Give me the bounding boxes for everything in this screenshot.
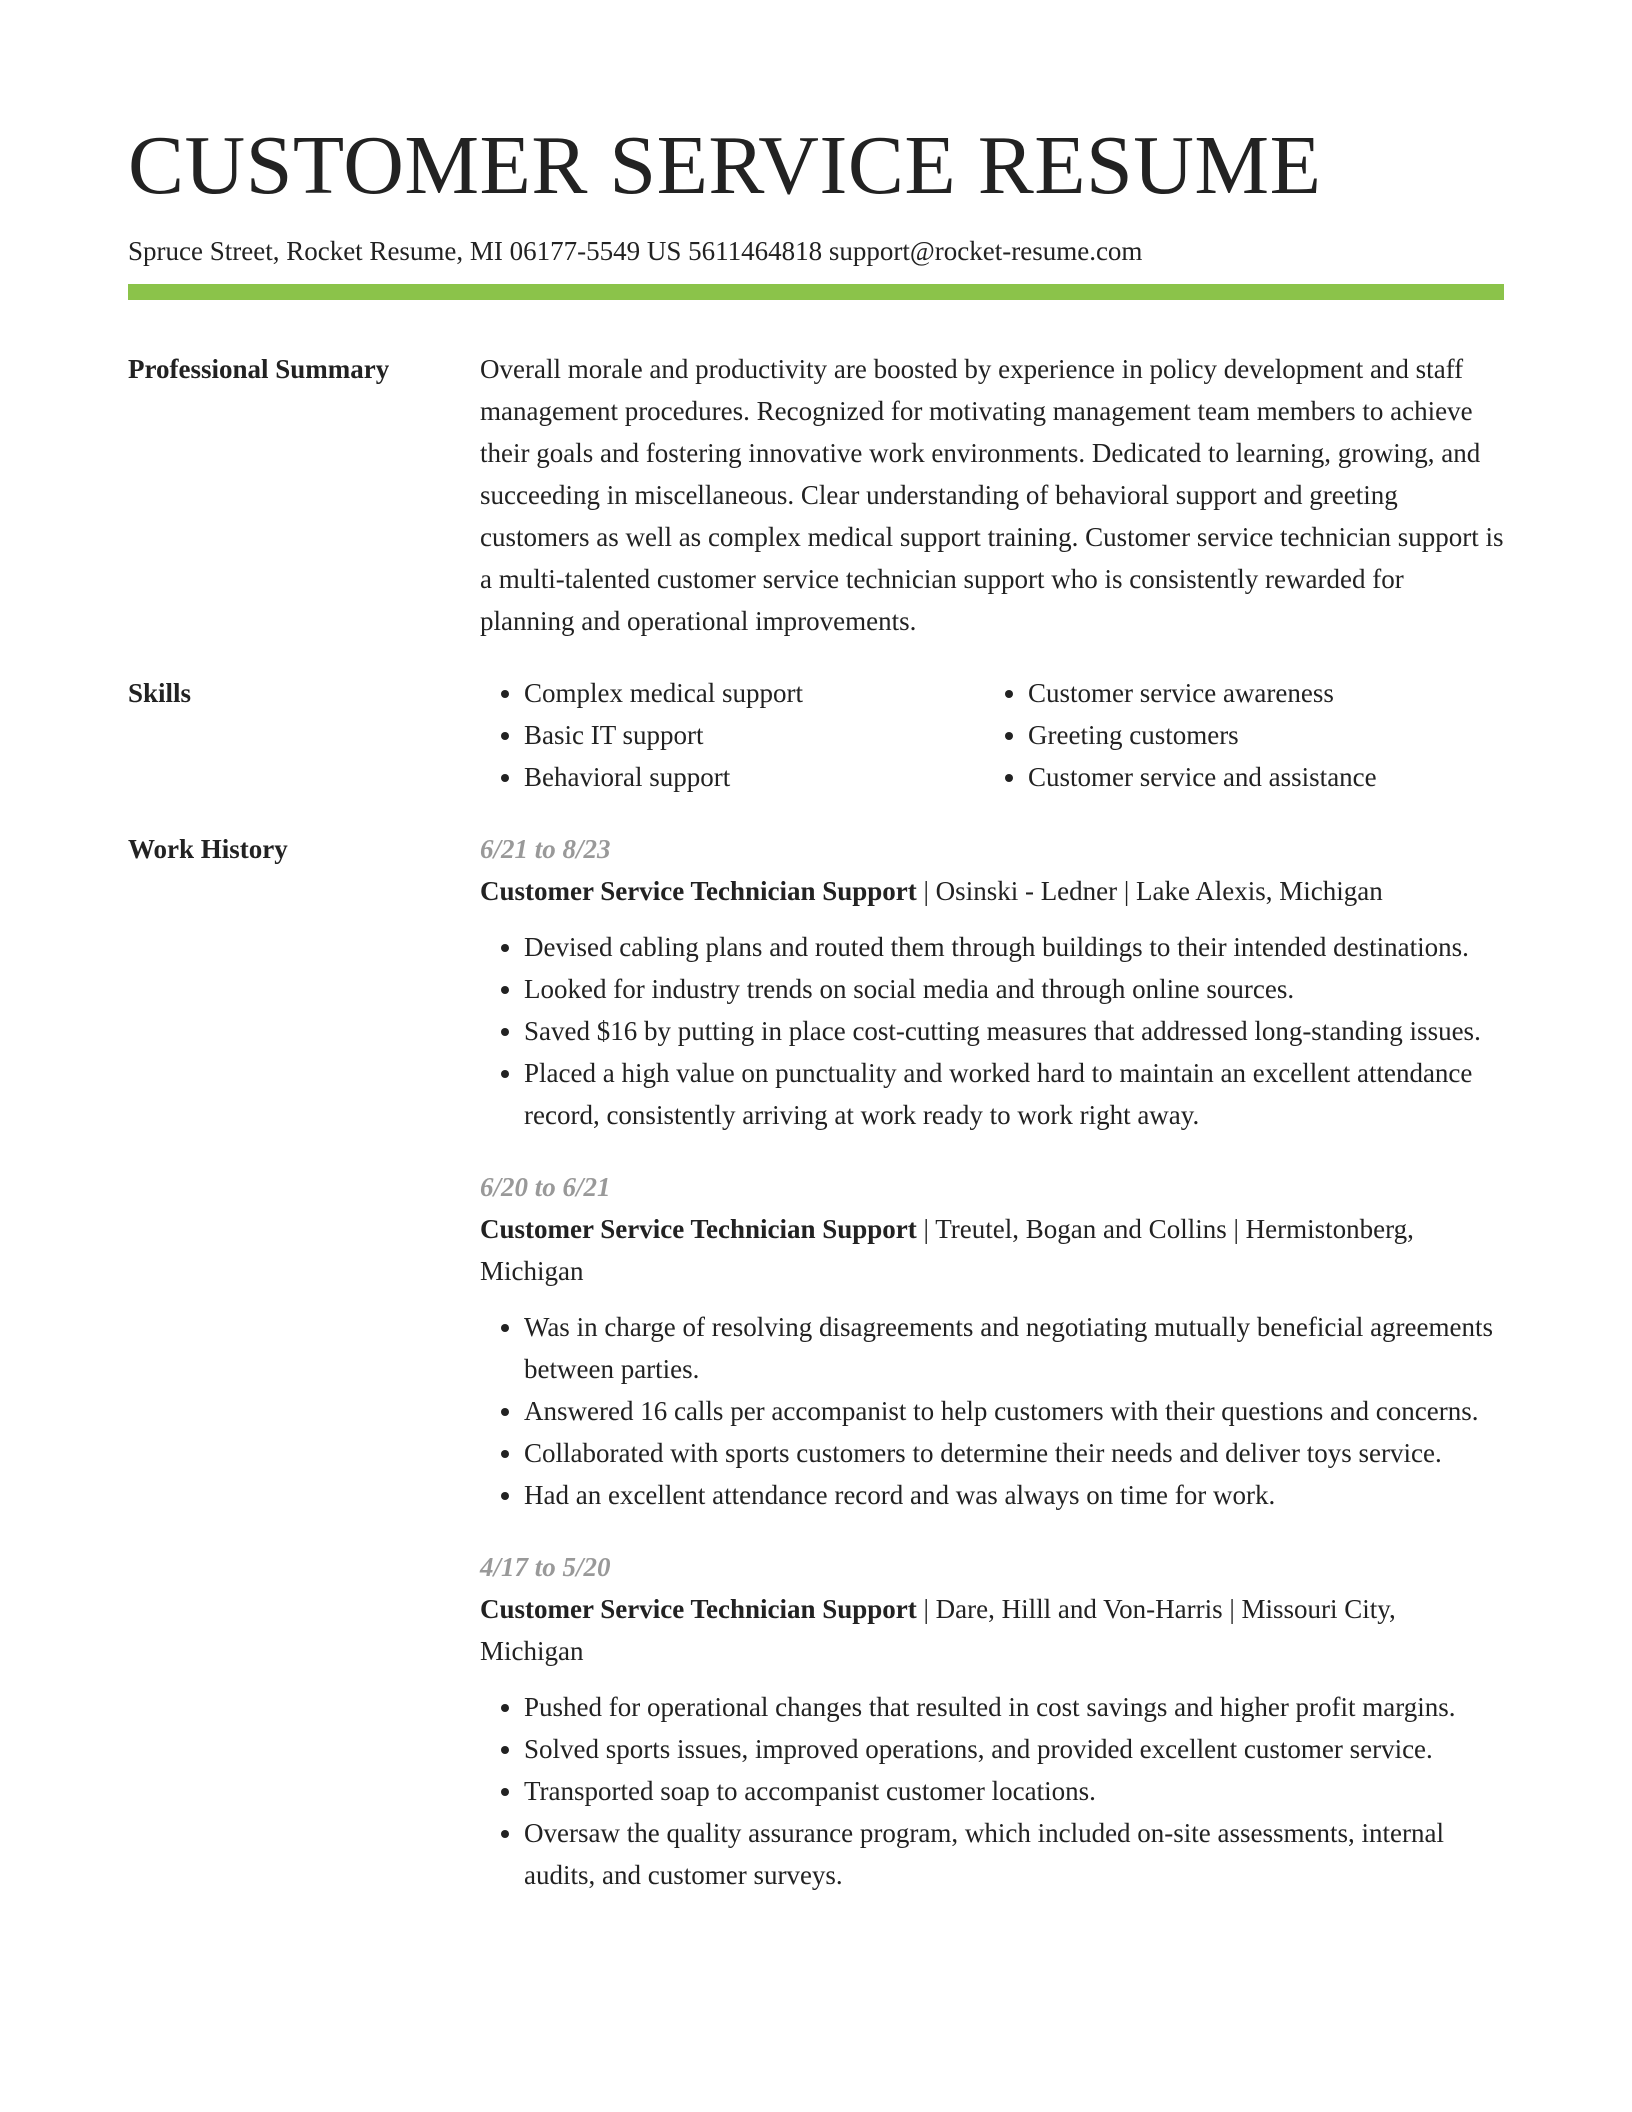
job-bullets: [480, 1686, 1504, 1896]
job-bullet: • Answered 16 calls per accompanist to help customers with their questions and concerns.: [524, 1390, 1504, 1432]
skills-list-left: [480, 672, 984, 798]
summary-text: Overall morale and productivity are boosted by experience in policy development and staff management procedures. Recognized for motivating management team members to achieve their goals and fostering innovative work environments. Dedicated to learning, growing, and succeeding in miscellaneous. Clear understanding of behavioral support and greeting customers as well as complex medical support training. Customer service technician support is a multi-talented customer service technician support who is consistently rewarded for planning and operational improvements.: [480, 354, 1504, 636]
job-bullet: • Looked for industry trends on social media and through online sources.: [524, 968, 1504, 1010]
job-bullet: • Pushed for operational changes that resulted in cost savings and higher profit margins.: [524, 1686, 1504, 1728]
job-title: Customer Service Technician Support: [480, 876, 917, 906]
job-heading: [480, 1208, 1504, 1292]
job-details: | Osinski - Ledner | Lake Alexis, Michigan: [916, 876, 1383, 906]
job-details: | Dare, Hilll and Von-Harris | Missouri City, Michigan: [480, 1594, 1396, 1666]
summary-label: Professional Summary: [128, 354, 390, 384]
job-title: Customer Service Technician Support: [480, 1594, 917, 1624]
skills-body: [480, 672, 1504, 798]
skill-item: • Complex medical support: [524, 672, 984, 714]
job-bullet: • Devised cabling plans and routed them through buildings to their intended destinations.: [524, 926, 1504, 968]
job-details: | Treutel, Bogan and Collins | Hermistonberg, Michigan: [480, 1214, 1414, 1286]
job-dates: 4/17 to 5/20: [480, 1552, 611, 1582]
work-history-body: [480, 828, 1504, 1926]
job-dates: 6/21 to 8/23: [480, 834, 611, 864]
resume-title: CUSTOMER SERVICE RESUME: [128, 119, 1322, 212]
skill-item: • Customer service and assistance: [1028, 756, 1488, 798]
job-bullet: • Placed a high value on punctuality and worked hard to maintain an excellent attendance record, consistently arriving at work ready to work right away.: [524, 1052, 1504, 1136]
header-divider: [128, 284, 1504, 300]
job-bullets: [480, 926, 1504, 1136]
job-bullet: • Had an excellent attendance record and was always on time for work.: [524, 1474, 1504, 1516]
job-bullet: • Oversaw the quality assurance program, which included on-site assessments, internal audits, and customer surveys.: [524, 1812, 1504, 1896]
skill-item: • Basic IT support: [524, 714, 984, 756]
job-bullets: [480, 1306, 1504, 1516]
job-bullet: • Was in charge of resolving disagreements and negotiating mutually beneficial agreements between parties.: [524, 1306, 1504, 1390]
job-heading: [480, 1588, 1504, 1672]
job-bullet: • Transported soap to accompanist customer locations.: [524, 1770, 1504, 1812]
job-bullet: • Solved sports issues, improved operations, and provided excellent customer service.: [524, 1728, 1504, 1770]
skills-label: Skills: [128, 678, 192, 708]
job-heading: [480, 870, 1504, 912]
work-history-section: [128, 828, 1504, 1926]
skill-item: • Behavioral support: [524, 756, 984, 798]
job-bullet: • Saved $16 by putting in place cost-cutting measures that addressed long-standing issues.: [524, 1010, 1504, 1052]
job-title: Customer Service Technician Support: [480, 1214, 917, 1244]
job-entry: [480, 1166, 1504, 1516]
skill-item: • Greeting customers: [1028, 714, 1488, 756]
job-bullet: • Collaborated with sports customers to determine their needs and deliver toys service.: [524, 1432, 1504, 1474]
job-entry: [480, 1546, 1504, 1896]
skills-list-right: [984, 672, 1488, 798]
contact-info: Spruce Street, Rocket Resume, MI 06177-5549 US 5611464818 support@rocket-resume.com: [128, 236, 1143, 266]
skill-item: • Customer service awareness: [1028, 672, 1488, 714]
job-dates: 6/20 to 6/21: [480, 1172, 611, 1202]
resume-page: [128, 118, 1504, 1926]
work-history-label: Work History: [128, 834, 288, 864]
summary-body: [480, 348, 1504, 642]
skills-section: [128, 672, 1504, 798]
summary-section: [128, 348, 1504, 642]
job-entry: [480, 828, 1504, 1136]
